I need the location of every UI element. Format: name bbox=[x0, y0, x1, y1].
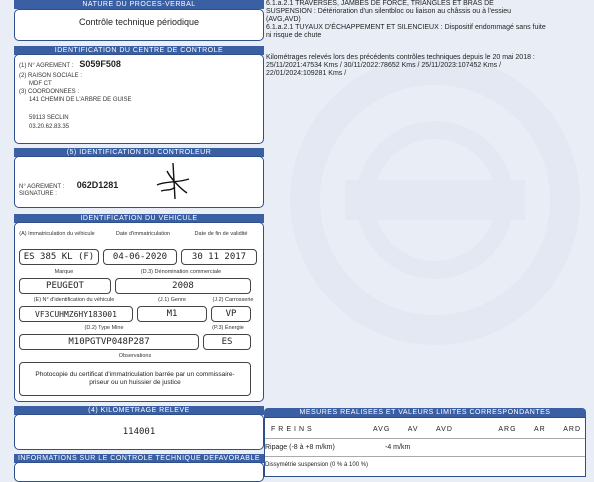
type-value: M10PGTVP048P287 bbox=[19, 334, 199, 350]
energie-value: ES bbox=[203, 334, 251, 350]
modele-value: 2008 bbox=[115, 278, 251, 294]
vehicule-panel bbox=[14, 222, 264, 402]
marque-value: PEUGEOT bbox=[19, 278, 111, 294]
nature-header: NATURE DU PROCES-VERBAL bbox=[14, 0, 264, 9]
col-ard: ARD bbox=[563, 426, 581, 433]
remarques-label: Observations bbox=[118, 353, 152, 359]
date-immat-value: 04-06-2020 bbox=[103, 249, 177, 265]
validite-label: Date de fin de validité bbox=[194, 231, 248, 237]
defaut-line5: ni risque de chute bbox=[266, 32, 322, 39]
type-label: (D.2) Type Mine bbox=[84, 325, 124, 331]
defaut-line4: 6.1.a.2.1 TUYAUX D'ÉCHAPPEMENT ET SILENCIEUX : Dispositif endommagé sans fuite bbox=[266, 24, 546, 31]
freins-label: FREINS bbox=[271, 426, 315, 433]
mesures-header: MESURES REALISEES ET VALEURS LIMITES CORRESPONDANTES bbox=[264, 408, 586, 417]
defaut-list bbox=[266, 0, 590, 40]
ripage-label: Ripage (-8 à +8 m/km) bbox=[265, 444, 335, 451]
suspension-label: Dissymétrie suspension (0 % à 100 %) bbox=[265, 462, 369, 468]
signature-mark bbox=[153, 161, 193, 201]
nature-panel bbox=[14, 9, 264, 41]
nature-value: Contrôle technique périodique bbox=[78, 17, 200, 27]
info-header: INFORMATIONS SUR LE CONTROLE TECHNIQUE DEFAVORABLE bbox=[14, 454, 264, 463]
validite-value: 30 11 2017 bbox=[181, 249, 257, 265]
centre-phone: 03.20.62.83.35 bbox=[29, 124, 70, 130]
vehicule-header: IDENTIFICATION DU VEHICULE bbox=[14, 214, 264, 223]
km-history-line3: 22/01/2024:109281 Kms / bbox=[266, 70, 347, 77]
km-history-line2: 25/11/2021:47534 Kms / 30/11/2022:78652 Kms / 25/11/2023:107452 Kms / bbox=[266, 62, 502, 69]
centre-address1: 141 CHEMIN DE L'ARBRE DE GUISE bbox=[29, 97, 132, 103]
watermark-logo bbox=[285, 40, 585, 360]
controleur-panel bbox=[14, 156, 264, 208]
defaut-line2: SUSPENSION : Détérioration d'un silentbloc ou liaison au châssis ou à l'essieu bbox=[266, 8, 512, 15]
col-ar: AR bbox=[534, 426, 546, 433]
carrosserie-label: (J.2) Carrosserie bbox=[212, 297, 254, 303]
mesures-panel bbox=[264, 417, 586, 477]
modele-label: (D.3) Dénomination commerciale bbox=[140, 269, 222, 275]
centre-agrement-value: S059F508 bbox=[79, 59, 121, 69]
energie-label: (P.3) Énergie bbox=[212, 325, 244, 331]
centre-raison-label: (2) RAISON SOCIALE : bbox=[19, 73, 83, 79]
remarques-text: Photocopie du certificat d'immatriculation barrée par un commissaire-priseur ou un huissier de justice bbox=[19, 362, 251, 396]
centre-coord-label: (3) COORDONNEES : bbox=[19, 89, 80, 95]
centre-header: IDENTIFICATION DU CENTRE DE CONTROLE bbox=[14, 46, 264, 55]
immat-value: ES 385 KL (F) bbox=[19, 249, 99, 265]
km-panel bbox=[14, 414, 264, 450]
defaut-line1: 6.1.a.2.1 TRAVERSES, JAMBES DE FORCE, TRIANGLES ET BRAS DE bbox=[266, 0, 494, 7]
marque-label: Marque bbox=[54, 269, 74, 275]
km-history-line1: Kilométrages relevés lors des précédents contrôles techniques depuis le 20 mai 2018 : bbox=[266, 54, 535, 61]
col-arg: ARG bbox=[498, 426, 517, 433]
vin-label: (E) N° d'identification du véhicule bbox=[33, 297, 115, 303]
genre-value: M1 bbox=[137, 306, 207, 322]
km-value: 114001 bbox=[122, 427, 156, 437]
info-panel bbox=[14, 462, 264, 482]
km-history bbox=[266, 54, 590, 78]
km-header: (4) KILOMETRAGE RELEVE bbox=[14, 406, 264, 415]
centre-agrement-label: (1) N° AGREMENT : bbox=[19, 63, 74, 69]
immat-label: (A) Immatriculation du véhicule bbox=[19, 231, 95, 237]
date-immat-label: Date d'immatriculation bbox=[115, 231, 171, 237]
mesures-cols bbox=[373, 426, 581, 433]
centre-raison-value: MDF CT bbox=[29, 81, 52, 87]
controleur-signature-label: SIGNATURE : bbox=[19, 191, 57, 197]
genre-label: (J.1) Genre bbox=[158, 297, 186, 303]
controleur-agrement-value: 062D1281 bbox=[76, 180, 119, 190]
col-av: AV bbox=[407, 426, 419, 433]
centre-address2: 59113 SECLIN bbox=[29, 115, 69, 121]
controleur-agrement-label: N° AGREMENT : bbox=[19, 184, 65, 190]
controleur-header: (5) IDENTIFICATION DU CONTROLEUR bbox=[14, 148, 264, 157]
ripage-value: -4 m/km bbox=[385, 444, 411, 451]
defaut-line3: (AVG,AVD) bbox=[266, 16, 301, 23]
centre-panel bbox=[14, 54, 264, 144]
col-avg: AVG bbox=[373, 426, 391, 433]
vin-value: VF3CUHMZ6HY183001 bbox=[19, 306, 133, 322]
col-avd: AVD bbox=[436, 426, 453, 433]
carrosserie-value: VP bbox=[211, 306, 251, 322]
